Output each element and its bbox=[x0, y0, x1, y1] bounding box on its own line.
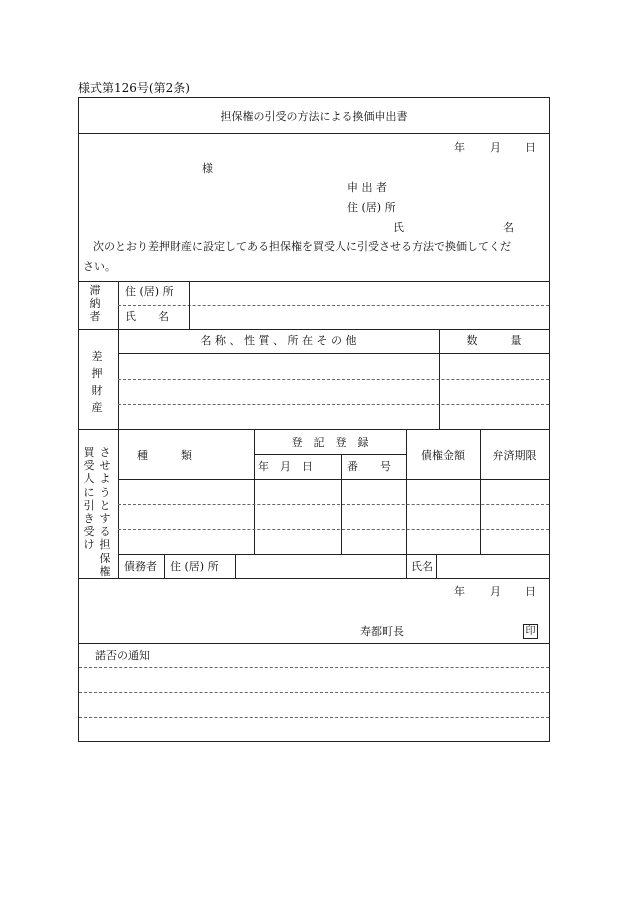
application-form bbox=[78, 97, 550, 742]
divider bbox=[254, 454, 406, 455]
footer-month: 月 bbox=[490, 585, 501, 598]
footer-day: 日 bbox=[525, 585, 536, 598]
divider bbox=[79, 281, 549, 282]
header-month: 月 bbox=[490, 141, 501, 154]
applicant-address-label: 住 (居) 所 bbox=[347, 201, 396, 214]
request-text-line2: さい。 bbox=[83, 260, 116, 273]
dashed-divider bbox=[118, 379, 549, 380]
debtor-address-label: 住 (居) 所 bbox=[170, 560, 219, 573]
footer-year: 年 bbox=[454, 585, 465, 598]
seized-desc-header: 名 称 、 性 質 、 所 在 そ の 他 bbox=[200, 334, 357, 347]
header-year: 年 bbox=[454, 141, 465, 154]
amount-header: 債権金額 bbox=[421, 449, 465, 462]
divider bbox=[79, 643, 549, 644]
dashed-divider bbox=[118, 529, 549, 530]
delinquent-address-label: 住 (居) 所 bbox=[125, 285, 174, 298]
dashed-divider bbox=[118, 305, 549, 306]
divider bbox=[235, 554, 236, 578]
registration-header: 登 記 登 録 bbox=[291, 436, 369, 449]
divider bbox=[79, 578, 549, 579]
seal-mark: 印 bbox=[523, 624, 538, 639]
seized-qty-header: 数 量 bbox=[466, 334, 522, 347]
security-type-header: 種 類 bbox=[137, 449, 192, 462]
request-text-line1: 次のとおり差押財産に設定してある担保権を買受人に引受させる方法で換価してくだ bbox=[93, 240, 511, 253]
divider bbox=[79, 133, 549, 134]
dashed-divider bbox=[79, 667, 549, 668]
divider bbox=[436, 554, 437, 578]
addressee-suffix: 様 bbox=[202, 162, 213, 175]
debtor-label: 債務者 bbox=[124, 560, 157, 573]
mayor-title: 寿都町長 bbox=[360, 625, 404, 638]
form-number: 様式第126号(第2条) bbox=[78, 81, 190, 95]
applicant-label: 申 出 者 bbox=[347, 181, 387, 194]
notice-label: 諾否の通知 bbox=[95, 649, 150, 662]
header-day: 日 bbox=[525, 141, 536, 154]
registration-number-header: 番 号 bbox=[347, 460, 391, 473]
debtor-name-label: 氏名 bbox=[411, 560, 433, 573]
divider bbox=[164, 554, 165, 578]
delinquent-name-label: 氏 名 bbox=[125, 310, 169, 323]
due-header: 弁済期限 bbox=[492, 449, 537, 462]
divider bbox=[480, 429, 481, 554]
divider bbox=[79, 329, 549, 330]
dashed-divider bbox=[79, 717, 549, 718]
dashed-divider bbox=[118, 504, 549, 505]
divider bbox=[118, 479, 549, 480]
delinquent-label: 滞納者 bbox=[89, 284, 101, 323]
divider bbox=[118, 554, 549, 555]
applicant-name-mei: 名 bbox=[503, 221, 514, 234]
security-label-col2: させようとする担保権 bbox=[99, 446, 111, 578]
seized-property-label: 差押財産 bbox=[91, 350, 103, 415]
divider bbox=[79, 429, 549, 430]
divider bbox=[118, 353, 549, 354]
dashed-divider bbox=[118, 404, 549, 405]
applicant-name-shi: 氏 bbox=[393, 221, 404, 234]
form-title: 担保権の引受の方法による換価申出書 bbox=[220, 110, 408, 123]
divider bbox=[189, 281, 190, 329]
registration-date-header: 年 月 日 bbox=[258, 460, 313, 473]
dashed-divider bbox=[79, 692, 549, 693]
security-label-col1: 買受人に引き受け bbox=[83, 446, 95, 552]
